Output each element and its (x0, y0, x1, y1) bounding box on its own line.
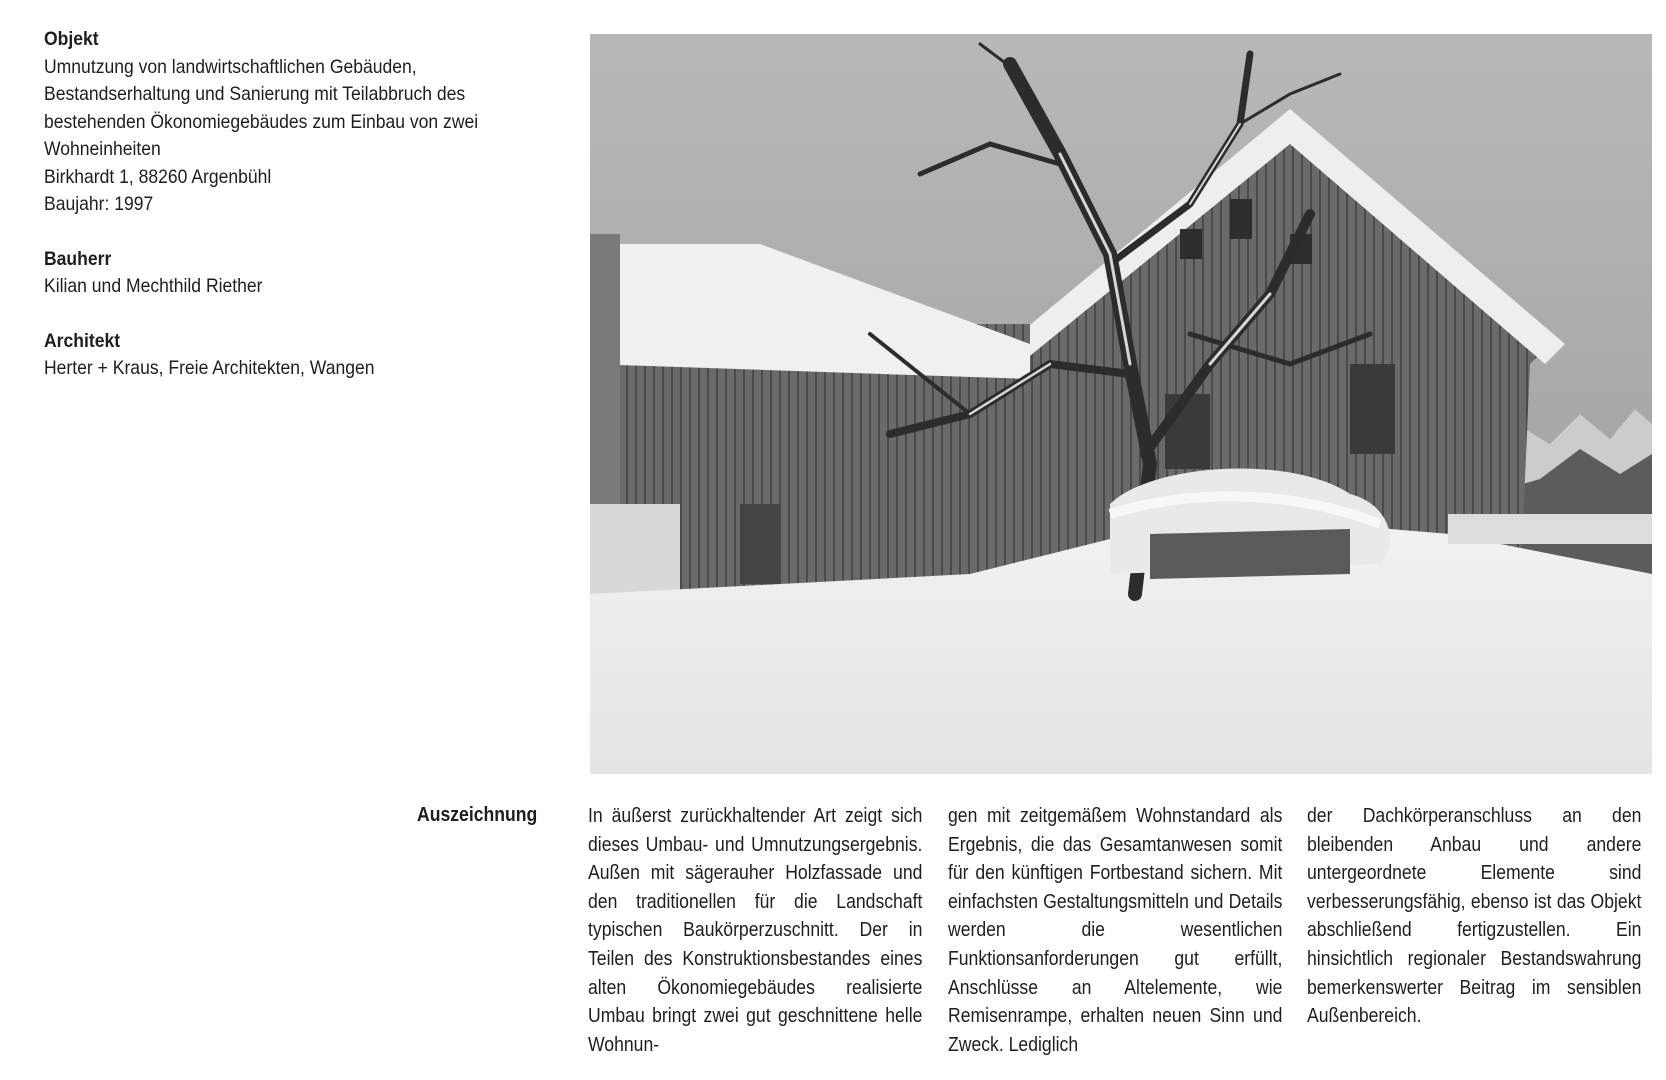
auszeichnung-paragraph: gen mit zeitgemäßem Wohnstandard als Ergebnis, die das Gesamtanwesen somit für den künftigen Fortbestand sichern. Mit einfachsten Gestaltungsmitteln und Details werden die wesentlichen Funktionsanforderungen gut erfüllt, Anschlüsse an Altelemente, wie Remisenrampe, erhalten neuen Sinn und Zweck. Lediglich (948, 805, 1283, 1056)
farmhouse-photo (590, 34, 1652, 774)
objekt-label: Objekt (44, 28, 99, 50)
architekt-label: Architekt (44, 329, 121, 352)
auszeichnung-column-2 (948, 802, 1282, 1059)
objekt-line: Bestandserhaltung und Sanierung mit Teilabbruch des (44, 83, 466, 105)
bauherr-section (44, 246, 512, 301)
auszeichnung-paragraph: der Dachkörperanschluss an den bleibenden Anbau und andere untergeordnete Elemente sind verbesserungsfähig, ebenso ist das Objekt abschließend fertigzustellen. Ein hinsichtlich regionaler Bestandswahrung bemerkenswerter Beitrag im sensiblen Außenbereich. (1307, 805, 1642, 1028)
bauherr-value: Kilian und Mechthild Riether (44, 275, 263, 297)
auszeichnung-column-1 (588, 802, 922, 1059)
bauherr-label: Bauherr (44, 247, 112, 270)
objekt-baujahr: Baujahr: 1997 (44, 193, 154, 215)
architekt-section (44, 328, 512, 383)
objekt-line: Umnutzung von landwirtschaftlichen Gebäuden, (44, 55, 417, 78)
objekt-line: Wohneinheiten (44, 138, 161, 160)
objekt-line: bestehenden Ökonomiegebäudes zum Einbau von zwei (44, 110, 479, 133)
objekt-address: Birkhardt 1, 88260 Argenbühl (44, 165, 272, 188)
auszeichnung-paragraph: In äußerst zurückhaltender Art zeigt sich dieses Umbau- und Umnutzungsergebnis. Außen mit sägerauher Holzfassade und den traditionellen für die Landschaft typischen Baukörperzuschnitt. Der in Teilen des Konstruktionsbestandes eines alten Ökonomiegebäudes realisierte Umbau bringt zwei gut geschnittene helle Wohnun- (588, 805, 923, 1056)
auszeichnung-label: Auszeichnung (417, 804, 538, 826)
architekt-value: Herter + Kraus, Freie Architekten, Wangen (44, 357, 375, 379)
farmhouse-photo-icon (590, 34, 1652, 774)
objekt-section (44, 26, 512, 219)
auszeichnung-column-3 (1307, 802, 1641, 1031)
project-info (44, 26, 512, 410)
